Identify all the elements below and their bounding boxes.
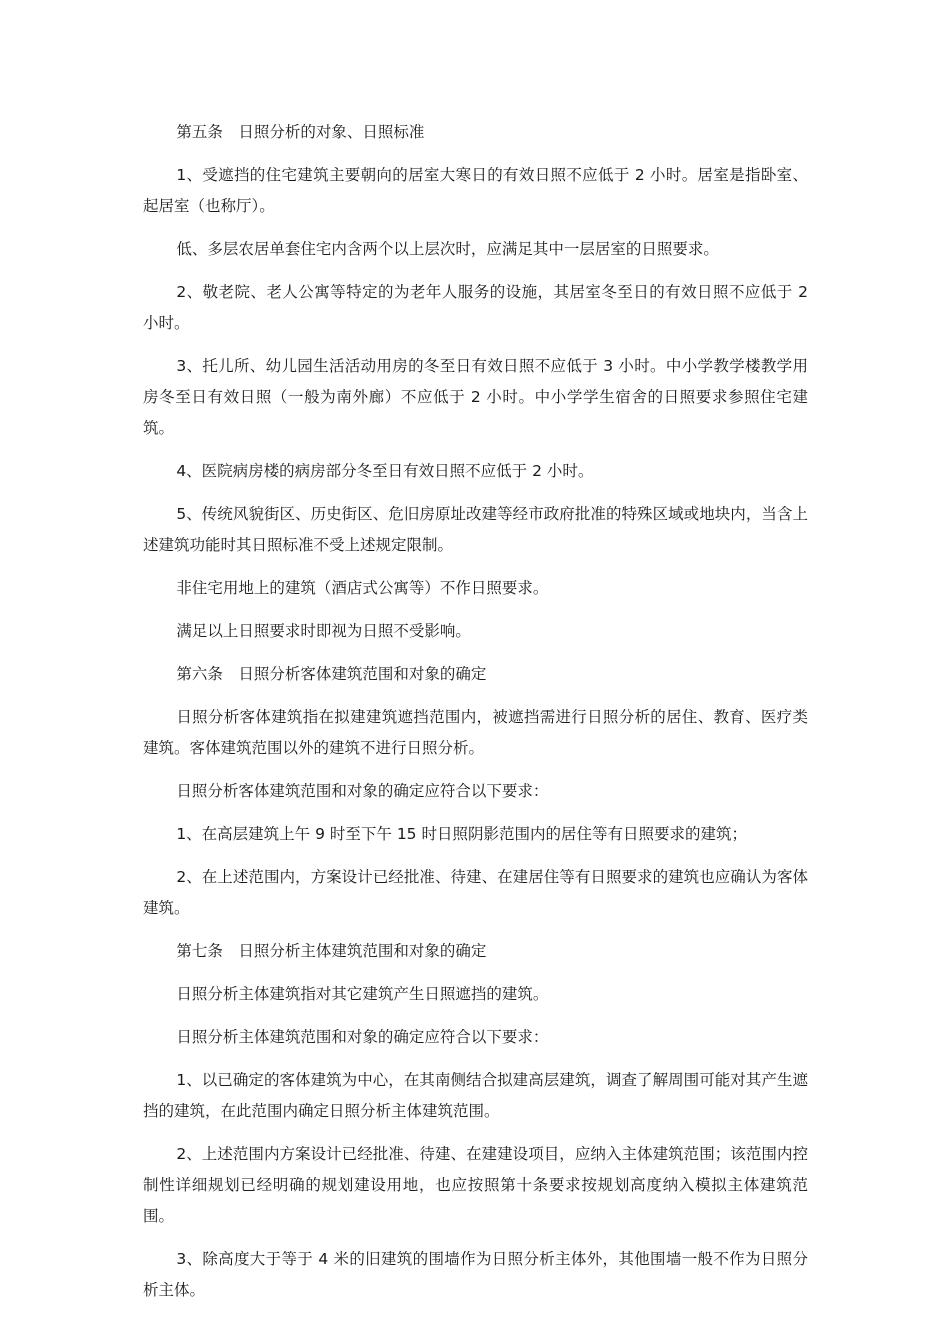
article-6-requirements-intro: 日照分析客体建筑范围和对象的确定应符合以下要求： bbox=[176, 782, 549, 800]
article-5-item-4: 4、医院病房楼的病房部分冬至日有效日照不应低于 2 小时。 bbox=[176, 462, 594, 480]
article-5-item-2: 2、敬老院、老人公寓等特定的为老年人服务的设施，其居室冬至日的有效日照不应低于 2 小时。 bbox=[143, 283, 808, 332]
article-5-heading: 第五条 日照分析的对象、日照标准 bbox=[176, 123, 425, 141]
article-6-definition: 日照分析客体建筑指在拟建建筑遮挡范围内，被遮挡需进行日照分析的居住、教育、医疗类建筑。客体建筑范围以外的建筑不进行日照分析。 bbox=[143, 708, 808, 757]
article-7-requirements-intro: 日照分析主体建筑范围和对象的确定应符合以下要求： bbox=[176, 1028, 549, 1046]
article-5-item-5: 5、传统风貌街区、历史街区、危旧房原址改建等经市政府批准的特殊区域或地块内，当含上述建筑功能时其日照标准不受上述规定限制。 bbox=[143, 505, 808, 554]
article-6-heading: 第六条 日照分析客体建筑范围和对象的确定 bbox=[176, 665, 487, 683]
article-5-conclusion: 满足以上日照要求时即视为日照不受影响。 bbox=[176, 622, 471, 640]
article-7-item-3: 3、除高度大于等于 4 米的旧建筑的围墙作为日照分析主体外，其他围墙一般不作为日照分析主体。 bbox=[143, 1250, 808, 1299]
document-body bbox=[143, 117, 808, 1318]
article-6-item-1: 1、在高层建筑上午 9 时至下午 15 时日照阴影范围内的居住等有日照要求的建筑； bbox=[176, 825, 747, 843]
article-7-definition: 日照分析主体建筑指对其它建筑产生日照遮挡的建筑。 bbox=[176, 985, 549, 1003]
article-7-item-2: 2、上述范围内方案设计已经批准、待建、在建建设项目，应纳入主体建筑范围；该范围内控制性详细规划已经明确的规划建设用地，也应按照第十条要求按规划高度纳入模拟主体建筑范围。 bbox=[143, 1145, 808, 1225]
article-5-rural-housing-note: 低、多层农居单套住宅内含两个以上层次时，应满足其中一层居室的日照要求。 bbox=[176, 240, 719, 258]
article-7-heading: 第七条 日照分析主体建筑范围和对象的确定 bbox=[176, 942, 487, 960]
article-6-item-2: 2、在上述范围内，方案设计已经批准、待建、在建居住等有日照要求的建筑也应确认为客体建筑。 bbox=[143, 868, 808, 917]
article-5-non-residential-note: 非住宅用地上的建筑（酒店式公寓等）不作日照要求。 bbox=[176, 579, 549, 597]
article-5-item-3: 3、托儿所、幼儿园生活活动用房的冬至日有效日照不应低于 3 小时。中小学教学楼教学用房冬至日有效日照（一般为南外廊）不应低于 2 小时。中小学学生宿舍的日照要求参照住宅建筑。 bbox=[143, 357, 808, 437]
article-7-item-1: 1、以已确定的客体建筑为中心，在其南侧结合拟建高层建筑，调查了解周围可能对其产生遮挡的建筑，在此范围内确定日照分析主体建筑范围。 bbox=[143, 1071, 808, 1120]
article-5-item-1: 1、受遮挡的住宅建筑主要朝向的居室大寒日的有效日照不应低于 2 小时。居室是指卧室、起居室（也称厅）。 bbox=[143, 166, 808, 215]
